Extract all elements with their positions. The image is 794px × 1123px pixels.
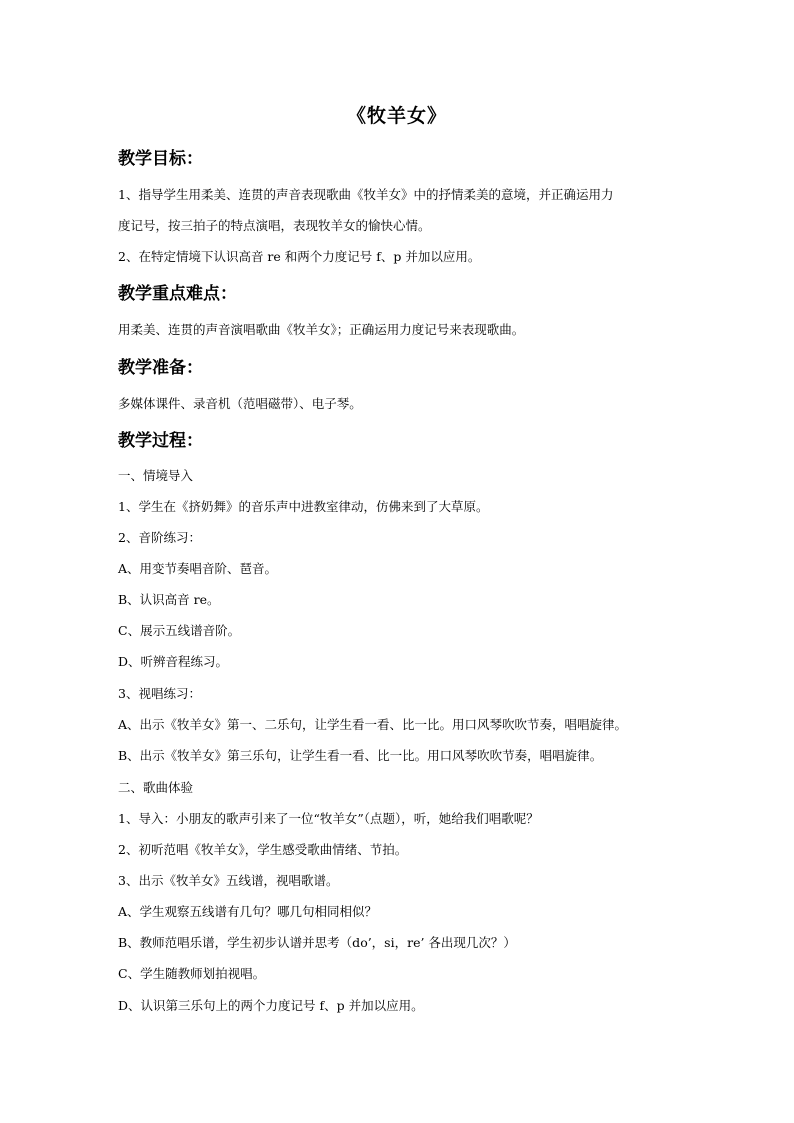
process-line-3: 2、音阶练习： <box>118 530 201 545</box>
preparation-line-1: 多媒体课件、录音机（范唱磁带）、电子琴。 <box>118 396 362 411</box>
objectives-heading: 教学目标： <box>118 149 203 169</box>
objectives-line-3: 2、在特定情境下认识高音 re 和两个力度记号 f、p 并加以应用。 <box>118 249 481 264</box>
process-line-16: B、教师范唱乐谱，学生初步认谱并思考（do’，si，re’ 各出现几次？） <box>118 935 516 950</box>
process-line-17: C、学生随教师划拍视唱。 <box>118 966 266 981</box>
process-line-12: 1、导入：小朋友的歌声引来了一位“牧羊女”（点题），听，她给我们唱歌呢？ <box>118 811 539 826</box>
process-line-7: D、听辨音程练习。 <box>118 654 229 669</box>
objectives-line-1: 1、指导学生用柔美、连贯的声音表现歌曲《牧羊女》中的抒情柔美的意境，并正确运用力 <box>118 187 614 202</box>
process-line-2: 1、学生在《挤奶舞》的音乐声中进教室律动，仿佛来到了大草原。 <box>118 499 489 514</box>
process-line-11: 二、歌曲体验 <box>118 780 194 795</box>
process-line-13: 2、初听范唱《牧羊女》，学生感受歌曲情绪、节拍。 <box>118 842 408 857</box>
process-line-18: D、认识第三乐句上的两个力度记号 f、p 并加以应用。 <box>118 998 424 1013</box>
process-line-15: A、学生观察五线谱有几句？哪几句相同相似？ <box>118 904 378 919</box>
process-line-4: A、用变节奏唱音阶、琶音。 <box>118 561 278 576</box>
key-points-line-1: 用柔美、连贯的声音演唱歌曲《牧羊女》；正确运用力度记号来表现歌曲。 <box>118 322 525 337</box>
process-line-6: C、展示五线谱音阶。 <box>118 623 241 638</box>
process-line-1: 一、情境导入 <box>118 468 194 483</box>
key-points-heading: 教学重点难点： <box>118 284 237 304</box>
process-line-5: B、认识高音 re。 <box>118 592 220 607</box>
process-line-14: 3、出示《牧羊女》五线谱，视唱歌谱。 <box>118 873 339 888</box>
process-heading: 教学过程： <box>118 431 203 451</box>
process-line-8: 3、视唱练习： <box>118 686 201 701</box>
document-title: 《牧羊女》 <box>346 105 447 127</box>
process-line-9: A、出示《牧羊女》第一、二乐句，让学生看一看、比一比。用口风琴吹吹节奏，唱唱旋律。 <box>118 717 628 732</box>
preparation-heading: 教学准备： <box>118 358 203 378</box>
process-line-10: B、出示《牧羊女》第三乐句，让学生看一看、比一比。用口风琴吹吹节奏，唱唱旋律。 <box>118 748 603 763</box>
objectives-line-2: 度记号，按三拍子的特点演唱，表现牧羊女的愉快心情。 <box>118 218 431 233</box>
